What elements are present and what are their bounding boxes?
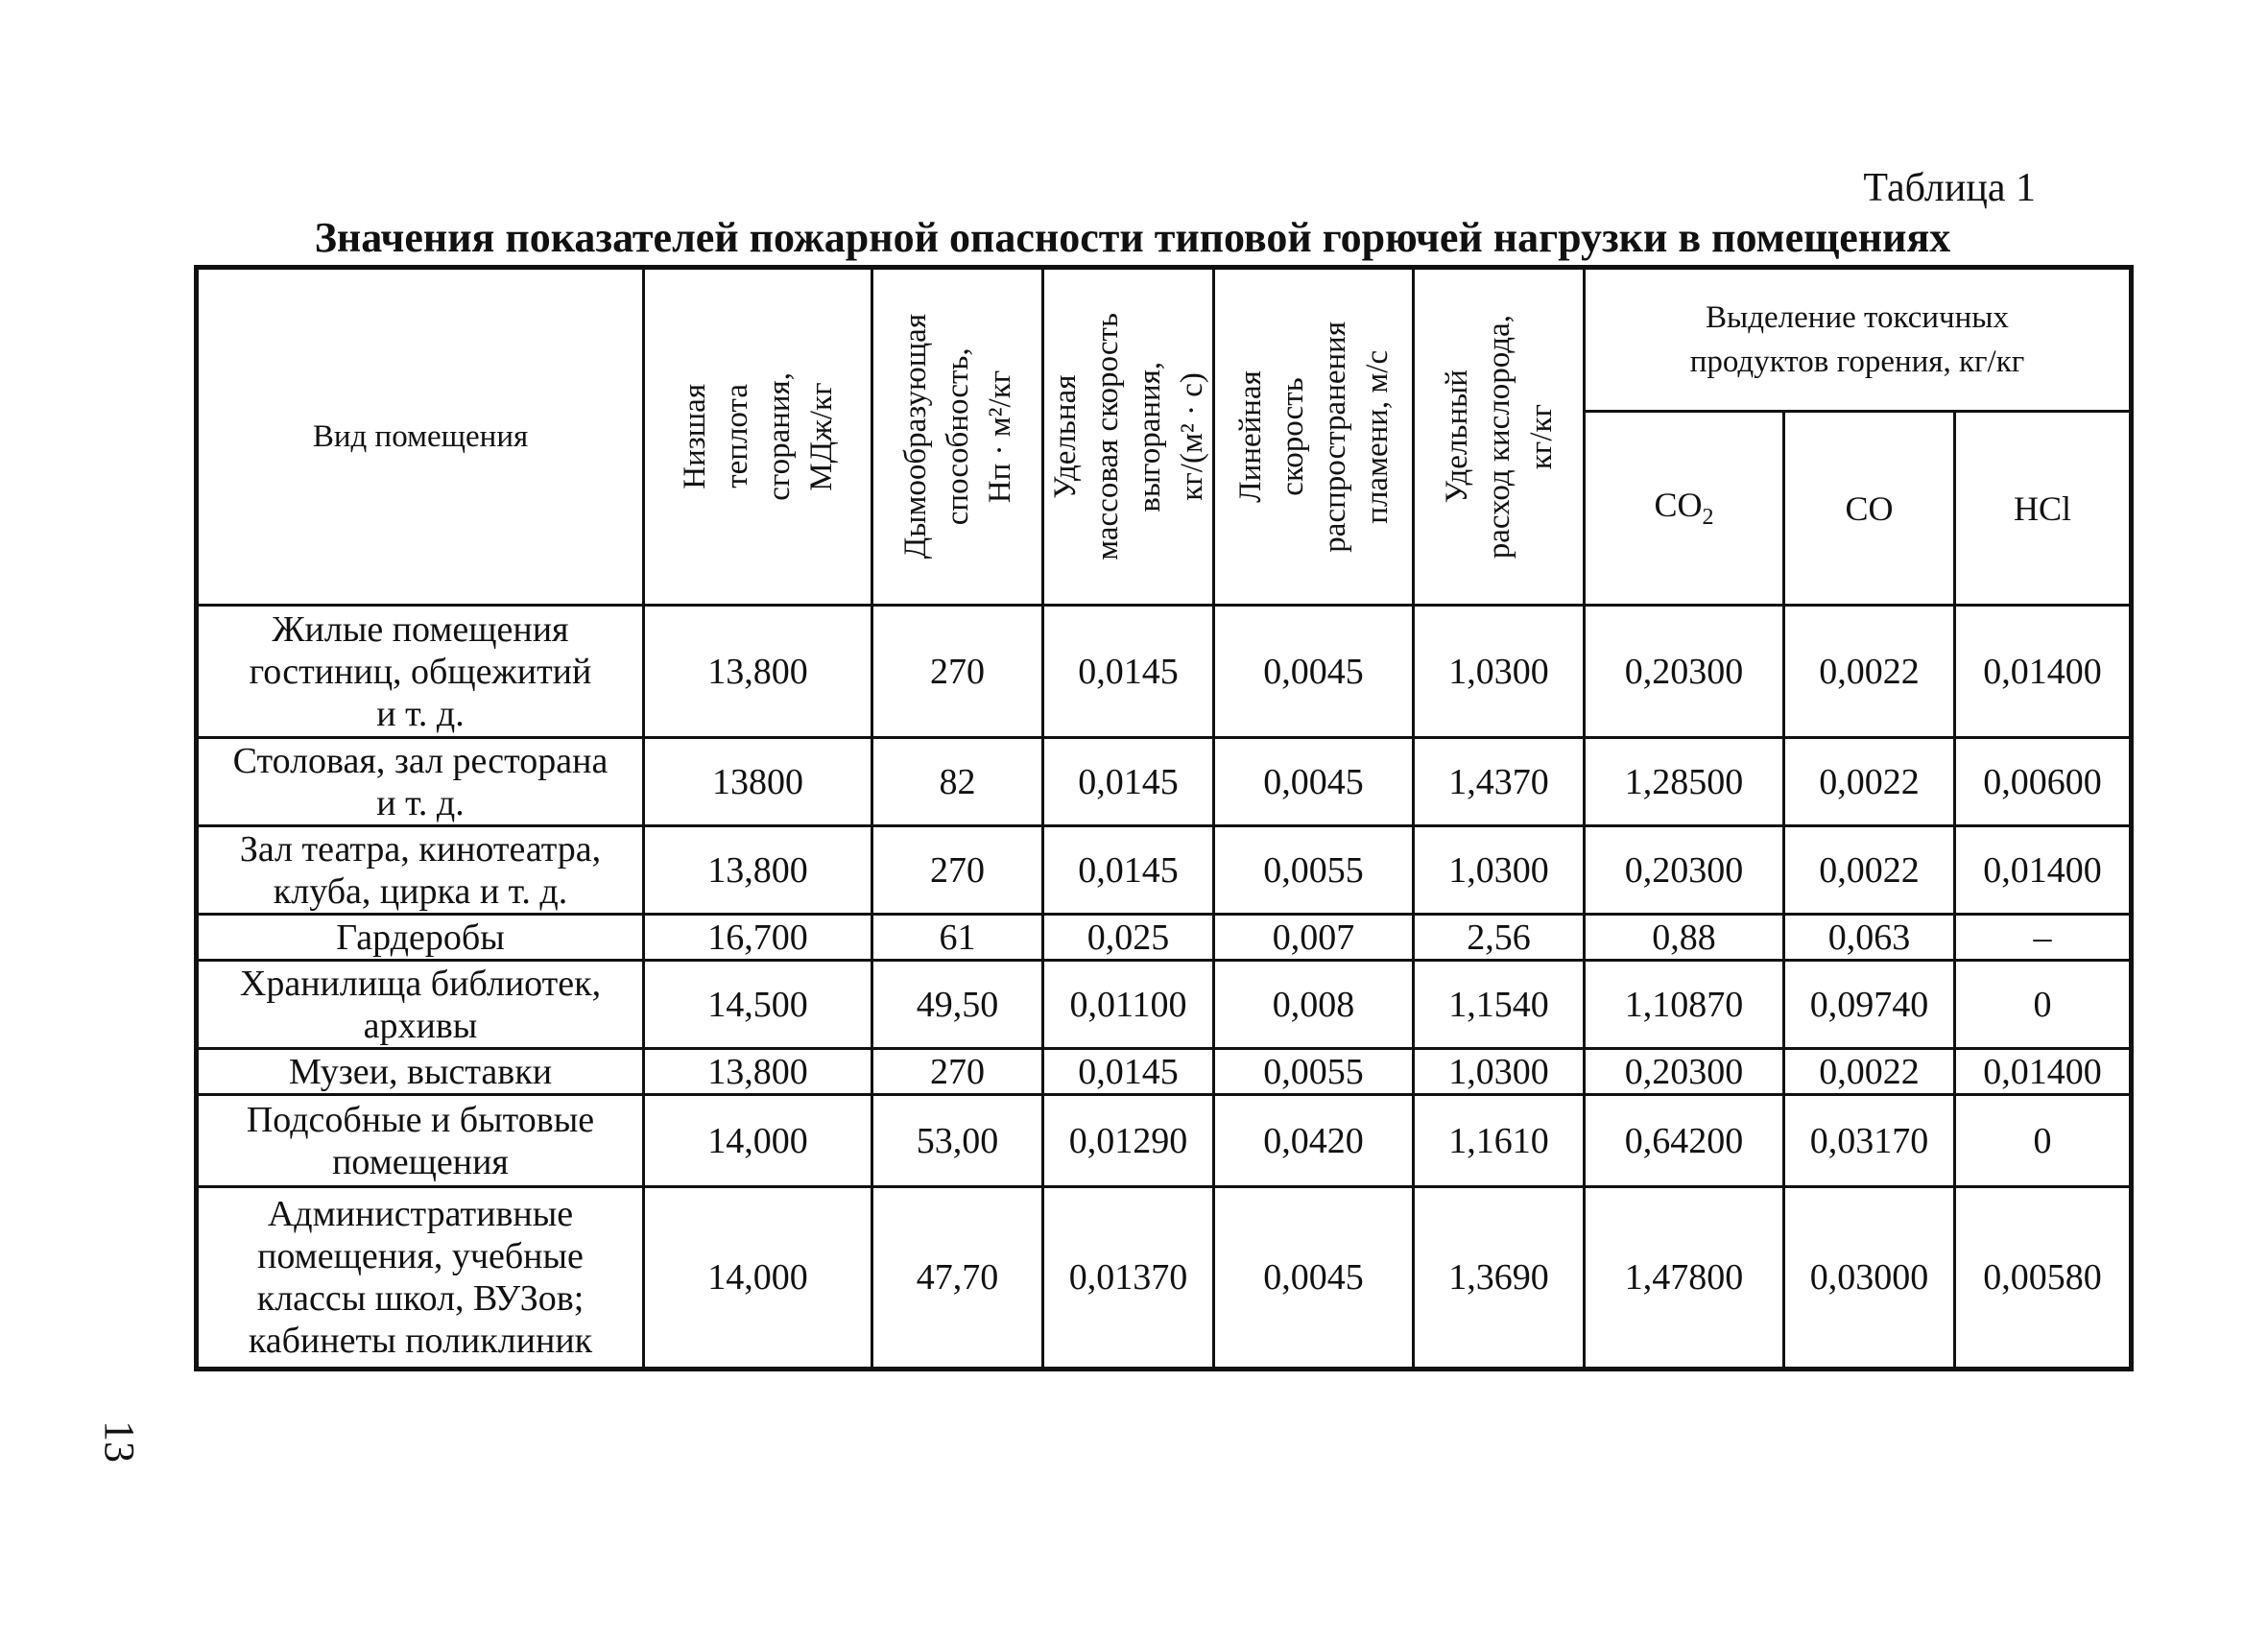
value-cell: 0 bbox=[1955, 961, 2132, 1049]
value-cell: 0,007 bbox=[1214, 915, 1414, 961]
value-cell: 0,0022 bbox=[1784, 826, 1955, 915]
value-cell: 1,28500 bbox=[1585, 738, 1784, 826]
table-caption: Таблица 1 bbox=[1863, 166, 2036, 210]
room-type-cell bbox=[197, 1049, 644, 1095]
value-cell: 0,20300 bbox=[1585, 826, 1784, 915]
value-cell: 0,0045 bbox=[1214, 606, 1414, 738]
value-cell: – bbox=[1955, 915, 2132, 961]
value-cell: 0,01400 bbox=[1955, 606, 2132, 738]
room-type-line: Зал театра, кинотеатра, bbox=[239, 828, 602, 870]
value-cell: 0,0145 bbox=[1043, 606, 1214, 738]
header-burn-rate-line: выгорания, bbox=[1132, 361, 1167, 512]
value-cell: 0,01370 bbox=[1043, 1187, 1214, 1370]
header-heat-line: теплота bbox=[719, 384, 754, 489]
value-cell: 0,0022 bbox=[1784, 738, 1955, 826]
room-type-line: Столовая, зал ресторана bbox=[232, 740, 609, 781]
value-cell: 0,0022 bbox=[1784, 1049, 1955, 1095]
room-type-cell bbox=[197, 961, 644, 1049]
value-cell: 14,500 bbox=[644, 961, 872, 1049]
value-cell: 13,800 bbox=[644, 606, 872, 738]
value-cell: 2,56 bbox=[1414, 915, 1585, 961]
value-cell: 270 bbox=[872, 1049, 1043, 1095]
value-cell: 82 bbox=[872, 738, 1043, 826]
header-burn-rate-line: кг/(м² · с) bbox=[1174, 372, 1209, 501]
value-cell: 0,01290 bbox=[1043, 1095, 1214, 1187]
table-row bbox=[197, 606, 2132, 738]
table-row bbox=[197, 738, 2132, 826]
header-heat-line: Низшая bbox=[677, 384, 712, 489]
value-cell: 0 bbox=[1955, 1095, 2132, 1187]
table-row bbox=[197, 1049, 2132, 1095]
value-cell: 0,0145 bbox=[1043, 1049, 1214, 1095]
value-cell: 1,1610 bbox=[1414, 1095, 1585, 1187]
room-type-line: кабинеты поликлиник bbox=[248, 1321, 593, 1361]
header-flame-speed-line: Линейная bbox=[1232, 370, 1268, 503]
value-cell: 0,88 bbox=[1585, 915, 1784, 961]
table-row bbox=[197, 826, 2132, 915]
room-type-line: помещения bbox=[332, 1141, 509, 1182]
value-cell: 0,0045 bbox=[1214, 1187, 1414, 1370]
header-flame-speed bbox=[1214, 268, 1414, 606]
header-burn-rate-line: Удельная bbox=[1047, 374, 1083, 499]
value-cell: 0,64200 bbox=[1585, 1095, 1784, 1187]
header-smoke-line: Нп · м²/кг bbox=[982, 369, 1017, 504]
table-body bbox=[197, 606, 2132, 1370]
value-cell: 14,000 bbox=[644, 1095, 872, 1187]
header-toxic-line: продуктов горения, кг/кг bbox=[1689, 345, 2025, 379]
header-hcl: HCl bbox=[1955, 412, 2132, 606]
room-type-cell bbox=[197, 915, 644, 961]
header-smoke-line: Дымообразующая bbox=[897, 314, 933, 560]
header-oxygen bbox=[1414, 268, 1585, 606]
room-type-line: Гардеробы bbox=[336, 917, 505, 958]
value-cell: 0,063 bbox=[1784, 915, 1955, 961]
value-cell: 0,00600 bbox=[1955, 738, 2132, 826]
header-smoke bbox=[872, 268, 1043, 606]
room-type-cell bbox=[197, 826, 644, 915]
header-flame-speed-line: пламени, м/с bbox=[1359, 349, 1395, 524]
header-oxygen-line: кг/кг bbox=[1523, 403, 1559, 470]
value-cell: 0,0045 bbox=[1214, 738, 1414, 826]
table-title: Значения показателей пожарной опасности типовой горючей нагрузки в помещениях bbox=[314, 214, 1951, 261]
value-cell: 1,1540 bbox=[1414, 961, 1585, 1049]
value-cell: 1,0300 bbox=[1414, 826, 1585, 915]
header-toxic-line: Выделение токсичных bbox=[1706, 300, 2009, 335]
header-smoke-line: способность, bbox=[940, 347, 975, 526]
value-cell: 14,000 bbox=[644, 1187, 872, 1370]
header-oxygen-line: расход кислорода, bbox=[1481, 314, 1516, 560]
room-type-line: Подсобные и бытовые bbox=[246, 1099, 595, 1140]
value-cell: 0,008 bbox=[1214, 961, 1414, 1049]
co2-subscript: 2 bbox=[1702, 505, 1714, 531]
value-cell: 0,0420 bbox=[1214, 1095, 1414, 1187]
header-oxygen-line: Удельный bbox=[1439, 369, 1474, 504]
room-type-cell bbox=[197, 1187, 644, 1370]
room-type-line: Жилые помещения bbox=[272, 608, 569, 650]
room-type-cell bbox=[197, 738, 644, 826]
room-type-cell bbox=[197, 606, 644, 738]
room-type-line: помещения, учебные bbox=[257, 1236, 584, 1276]
table-row bbox=[197, 961, 2132, 1049]
value-cell: 1,4370 bbox=[1414, 738, 1585, 826]
table-row bbox=[197, 1095, 2132, 1187]
value-cell: 13800 bbox=[644, 738, 872, 826]
room-type-line: Административные bbox=[267, 1194, 574, 1234]
value-cell: 0,00580 bbox=[1955, 1187, 2132, 1370]
value-cell: 61 bbox=[872, 915, 1043, 961]
header-burn-rate-line: массовая скорость bbox=[1089, 313, 1125, 560]
room-type-line: архивы bbox=[363, 1005, 478, 1046]
value-cell: 0,20300 bbox=[1585, 606, 1784, 738]
header-co2 bbox=[1585, 412, 1784, 606]
value-cell: 0,01400 bbox=[1955, 1049, 2132, 1095]
header-flame-speed-line: скорость bbox=[1275, 377, 1310, 496]
header-heat-line: сгорания, bbox=[761, 372, 797, 501]
value-cell: 0,0145 bbox=[1043, 826, 1214, 915]
table-row bbox=[197, 1187, 2132, 1370]
value-cell: 0,09740 bbox=[1784, 961, 1955, 1049]
room-type-line: клуба, цирка и т. д. bbox=[273, 870, 568, 912]
header-toxic-group bbox=[1585, 268, 2132, 412]
co2-base: CO bbox=[1654, 486, 1703, 525]
header-co: CO bbox=[1784, 412, 1955, 606]
value-cell: 270 bbox=[872, 826, 1043, 915]
value-cell: 1,47800 bbox=[1585, 1187, 1784, 1370]
header-burn-rate bbox=[1043, 268, 1214, 606]
header-heat bbox=[644, 268, 872, 606]
room-type-line: Музеи, выставки bbox=[288, 1051, 553, 1092]
value-cell: 16,700 bbox=[644, 915, 872, 961]
value-cell: 49,50 bbox=[872, 961, 1043, 1049]
value-cell: 13,800 bbox=[644, 1049, 872, 1095]
room-type-line: классы школ, ВУЗов; bbox=[256, 1278, 585, 1319]
room-type-line: и т. д. bbox=[376, 693, 465, 734]
value-cell: 0,0055 bbox=[1214, 1049, 1414, 1095]
header-flame-speed-line: распространения bbox=[1317, 321, 1352, 553]
header-heat-line: МДж/кг bbox=[803, 382, 839, 491]
value-cell: 0,01400 bbox=[1955, 826, 2132, 915]
page-number: 13 bbox=[96, 1420, 143, 1463]
table-row bbox=[197, 915, 2132, 961]
value-cell: 0,025 bbox=[1043, 915, 1214, 961]
value-cell: 0,03000 bbox=[1784, 1187, 1955, 1370]
value-cell: 0,03170 bbox=[1784, 1095, 1955, 1187]
value-cell: 0,0055 bbox=[1214, 826, 1414, 915]
room-type-line: Хранилища библиотек, bbox=[239, 963, 602, 1004]
value-cell: 1,10870 bbox=[1585, 961, 1784, 1049]
value-cell: 0,0022 bbox=[1784, 606, 1955, 738]
value-cell: 1,0300 bbox=[1414, 1049, 1585, 1095]
value-cell: 47,70 bbox=[872, 1187, 1043, 1370]
room-type-line: и т. д. bbox=[376, 782, 465, 823]
room-type-cell bbox=[197, 1095, 644, 1187]
value-cell: 0,01100 bbox=[1043, 961, 1214, 1049]
room-type-line: гостиниц, общежитий bbox=[249, 651, 592, 692]
value-cell: 0,0145 bbox=[1043, 738, 1214, 826]
fire-hazard-table bbox=[194, 265, 2134, 1371]
value-cell: 13,800 bbox=[644, 826, 872, 915]
header-room-type: Вид помещения bbox=[197, 268, 644, 606]
value-cell: 1,3690 bbox=[1414, 1187, 1585, 1370]
value-cell: 1,0300 bbox=[1414, 606, 1585, 738]
value-cell: 53,00 bbox=[872, 1095, 1043, 1187]
value-cell: 270 bbox=[872, 606, 1043, 738]
value-cell: 0,20300 bbox=[1585, 1049, 1784, 1095]
